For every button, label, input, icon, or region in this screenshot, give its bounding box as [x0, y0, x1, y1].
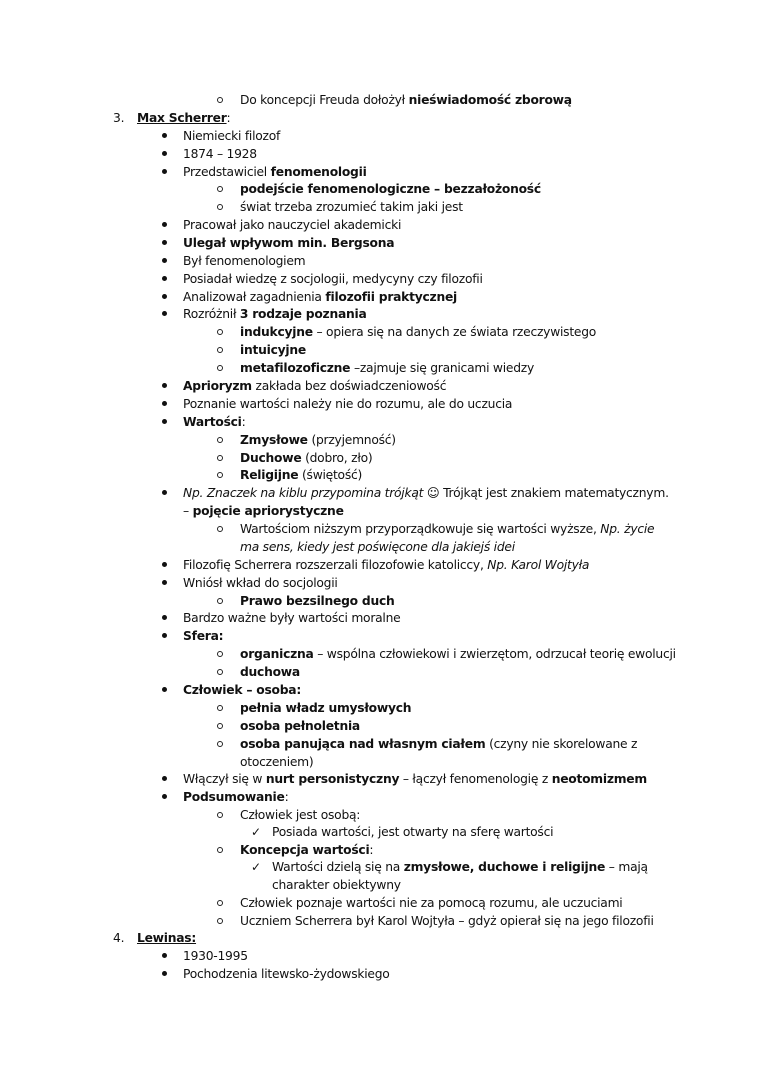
item-bold: pojęcie apriorystyczne [192, 504, 344, 518]
item-italic: Np. Karol Wojtyła [487, 558, 590, 572]
item-bold: Ulegał wpływom min. Bergsona [183, 236, 395, 250]
item-text: Trójkąt jest znakiem matematycznym. [443, 486, 669, 500]
list-item [183, 413, 246, 431]
list-item: Uczniem Scherrera był Karol Wojtyła – gdyż opierał się na jego filozofii [240, 914, 654, 928]
list-item [240, 645, 676, 663]
circle-bullet-icon [217, 329, 223, 335]
bullet-icon [162, 311, 167, 316]
list-item: Człowiek jest osobą: [240, 808, 361, 822]
bullet-icon [162, 276, 167, 281]
circle-bullet-icon [217, 812, 223, 818]
item-bold: zmysłowe, duchowe i religijne [403, 860, 606, 874]
item-bold: Religijne [240, 468, 299, 482]
list-item [240, 466, 362, 484]
item-text: Analizował zagadnienia [183, 290, 326, 304]
item-text: Wartościom niższym przyporządkowuje się wartości wyższe, [240, 522, 601, 536]
item-text: Do koncepcji Freuda dołożył [240, 93, 409, 107]
item-bold: duchowa [240, 665, 300, 679]
bullet-icon [162, 222, 167, 227]
list-item [240, 592, 395, 610]
bullet-icon [162, 151, 167, 156]
bullet-icon [162, 580, 167, 585]
circle-bullet-icon [217, 347, 223, 353]
list-item-continuation [240, 538, 515, 556]
list-item [240, 735, 637, 753]
item-bold: Prawo bezsilnego duch [240, 594, 395, 608]
item-bold: indukcyjne [240, 325, 313, 339]
item-bold: 3 rodzaje poznania [239, 307, 367, 321]
item-italic: ma sens, kiedy jest poświęcone dla jakiejś idei [240, 540, 515, 554]
checkmark-icon: ✓ [251, 825, 262, 839]
item-text: zakłada bez doświadczeniowość [251, 379, 447, 393]
list-item [183, 770, 647, 788]
list-item [183, 681, 301, 699]
list-item [183, 377, 446, 395]
item-bold: Wartości [183, 415, 242, 429]
list-item [183, 556, 589, 574]
circle-bullet-icon [217, 97, 223, 103]
circle-bullet-icon [217, 741, 223, 747]
smiley-icon: ☺ [423, 486, 444, 500]
list-item: Poznanie wartości należy nie do rozumu, ale do uczucia [183, 397, 513, 411]
bullet-icon [162, 294, 167, 299]
list-item: 1930-1995 [183, 949, 248, 963]
bullet-icon [162, 794, 167, 799]
item-text: (dobro, zło) [301, 451, 373, 465]
item-text: : [241, 415, 246, 429]
list-item: Człowiek poznaje wartości nie za pomocą rozumu, ale uczuciami [240, 896, 623, 910]
circle-bullet-icon [217, 455, 223, 461]
circle-bullet-icon [217, 365, 223, 371]
circle-bullet-icon [217, 204, 223, 210]
item-bold: organiczna [240, 647, 314, 661]
item-bold: osoba panująca nad własnym ciałem [240, 737, 486, 751]
bullet-icon [162, 971, 167, 976]
item-text: – [183, 504, 193, 518]
circle-bullet-icon [217, 598, 223, 604]
item-bold: intuicyjne [240, 343, 306, 357]
item-text: (świętość) [298, 468, 363, 482]
list-item [240, 180, 541, 198]
item-bold: neotomizmem [551, 772, 647, 786]
list-item [272, 858, 648, 876]
item-bold: pełnia władz umysłowych [240, 701, 412, 715]
list-item: świat trzeba zrozumieć takim jaki jest [240, 200, 463, 214]
list-item-continuation [183, 502, 344, 520]
circle-bullet-icon [217, 472, 223, 478]
item-text: Włączył się w [183, 772, 266, 786]
item-bold: podejście fenomenologiczne – bezzałożoność [240, 182, 541, 196]
item-text: –zajmuje się granicami wiedzy [350, 361, 534, 375]
checkmark-icon: ✓ [251, 860, 262, 874]
item-bold: filozofii praktycznej [325, 290, 458, 304]
item-bold: osoba pełnoletnia [240, 719, 360, 733]
section-number: 3. [113, 111, 125, 125]
item-text: Wartości dzielą się na [272, 860, 404, 874]
item-text: – opiera się na danych ze świata rzeczywistego [312, 325, 597, 339]
list-item: 1874 – 1928 [183, 147, 257, 161]
list-item [183, 288, 457, 306]
item-bold: fenomenologii [270, 165, 367, 179]
item-text: (przyjemność) [307, 433, 396, 447]
bullet-icon [162, 562, 167, 567]
list-item [240, 359, 534, 377]
list-item: Pracował jako nauczyciel akademicki [183, 218, 402, 232]
bullet-icon [162, 258, 167, 263]
item-bold: Koncepcja wartości [240, 843, 370, 857]
bullet-icon [162, 133, 167, 138]
item-bold: metafilozoficzne [240, 361, 351, 375]
heading-title: Lewinas: [137, 931, 197, 945]
item-text: : [369, 843, 374, 857]
list-item [183, 163, 367, 181]
list-item-continuation: otoczeniem) [240, 755, 314, 769]
bullet-icon [162, 240, 167, 245]
list-item: Wniósł wkład do socjologii [183, 576, 338, 590]
bullet-icon [162, 490, 167, 495]
bullet-icon [162, 687, 167, 692]
item-bold: Podsumowanie [183, 790, 285, 804]
list-item: Pochodzenia litewsko-żydowskiego [183, 967, 390, 981]
item-bold: Sfera: [183, 629, 224, 643]
list-item [240, 663, 300, 681]
item-bold: Aprioryzm [183, 379, 252, 393]
bullet-icon [162, 169, 167, 174]
item-bold: Duchowe [240, 451, 302, 465]
item-text: Przedstawiciel [183, 165, 271, 179]
item-text: (czyny nie skorelowane z [485, 737, 638, 751]
list-item [240, 841, 373, 859]
section-heading [137, 929, 196, 947]
list-item [183, 234, 394, 252]
list-item [183, 627, 223, 645]
item-text: – wspólna człowiekowi i zwierzętom, odrzucał teorię ewolucji [313, 647, 676, 661]
list-item [240, 449, 372, 467]
item-bold: Zmysłowe [240, 433, 308, 447]
item-bold: nieświadomość zborową [408, 93, 572, 107]
list-item-continuation: charakter obiektywny [272, 878, 401, 892]
circle-bullet-icon [217, 651, 223, 657]
circle-bullet-icon [217, 723, 223, 729]
heading-colon: : [226, 111, 231, 125]
item-text: : [284, 790, 289, 804]
list-item [240, 717, 360, 735]
list-item: Posiada wartości, jest otwarty na sferę wartości [272, 825, 554, 839]
item-italic: Np. Znaczek na kiblu przypomina trójkąt [183, 486, 424, 500]
list-item [240, 341, 306, 359]
bullet-icon [162, 633, 167, 638]
bullet-icon [162, 953, 167, 958]
bullet-icon [162, 419, 167, 424]
list-item [240, 520, 654, 538]
circle-bullet-icon [217, 918, 223, 924]
list-item: Bardzo ważne były wartości moralne [183, 611, 401, 625]
bullet-icon [162, 383, 167, 388]
bullet-icon [162, 401, 167, 406]
list-item [240, 91, 572, 109]
item-bold: nurt personistyczny [265, 772, 400, 786]
list-item [240, 699, 411, 717]
item-text: – mają [605, 860, 648, 874]
bullet-icon [162, 615, 167, 620]
item-italic: Np. życie [600, 522, 655, 536]
list-item: Niemiecki filozof [183, 129, 281, 143]
item-text: Filozofię Scherrera rozszerzali filozofowie katoliccy, [183, 558, 488, 572]
list-item: Był fenomenologiem [183, 254, 306, 268]
list-item [183, 484, 669, 502]
circle-bullet-icon [217, 669, 223, 675]
list-item [240, 323, 596, 341]
circle-bullet-icon [217, 847, 223, 853]
bullet-icon [162, 776, 167, 781]
list-item [183, 305, 367, 323]
item-text: Rozróżnił [183, 307, 240, 321]
circle-bullet-icon [217, 526, 223, 532]
heading-title: Max Scherrer [137, 111, 227, 125]
circle-bullet-icon [217, 437, 223, 443]
list-item [240, 431, 396, 449]
list-item [183, 788, 288, 806]
circle-bullet-icon [217, 705, 223, 711]
circle-bullet-icon [217, 186, 223, 192]
item-bold: Człowiek – osoba: [183, 683, 301, 697]
item-text: – łączył fenomenologię z [399, 772, 552, 786]
section-number: 4. [113, 931, 125, 945]
section-heading [137, 109, 230, 127]
circle-bullet-icon [217, 900, 223, 906]
list-item: Posiadał wiedzę z socjologii, medycyny czy filozofii [183, 272, 483, 286]
